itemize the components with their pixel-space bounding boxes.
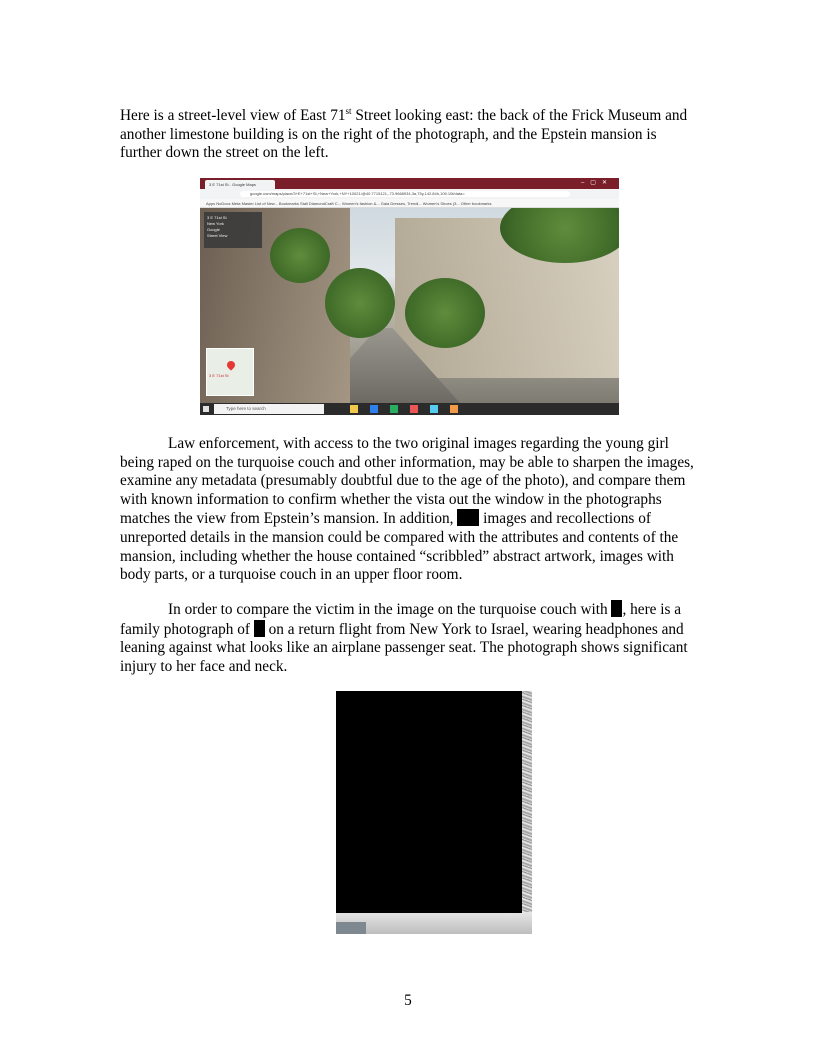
app-icon <box>390 405 398 413</box>
redaction-box <box>336 691 522 913</box>
panel-link: Street View <box>207 233 228 238</box>
redaction-box <box>254 620 265 637</box>
paragraph-victim-comparison <box>120 600 696 676</box>
redaction-box <box>457 509 479 526</box>
browser-tab: 3 E 71st St - Google Maps <box>205 180 275 189</box>
chrome-icon <box>450 405 458 413</box>
p3-text-c: on a return flight from New York to Israel, wearing headphones and leaning against what looks like an airplane passenger seat. The photograph shows significant injury to her face and neck. <box>120 620 688 675</box>
p2-text-a: Law enforcement, with access to the two original images regarding the young girl being raped on the turquoise couch and other information, may be able to sharpen the images, examine any metadata (presumably doubtful due to the age of the photo), and compare them with known information to confirm whether the vista out the window in the photographs matches the view from Epstein’s mansion. In addition, <box>120 435 694 528</box>
location-panel <box>204 212 262 248</box>
photo-edge <box>336 922 366 934</box>
windows-taskbar <box>200 403 619 415</box>
paragraph-law-enforcement <box>120 435 696 585</box>
folder-icon <box>350 405 358 413</box>
window-controls-icon: –▢✕ <box>580 180 613 186</box>
tree <box>405 278 485 348</box>
panel-source: Google <box>207 227 220 232</box>
p2-text-b: images and recollections of unreported details in the mansion could be compared with the attributes and contents of the mansion, including whether the house contained “scribbled” abstract artwork, images with body parts, or a turquoise couch in an upper floor room. <box>120 510 679 584</box>
p3-text-b: , here is a family photograph of <box>120 601 682 638</box>
app-icon <box>410 405 418 413</box>
street-view-screenshot <box>200 178 619 415</box>
browser-tab-bar <box>200 178 619 189</box>
street-view-image <box>200 208 619 403</box>
url-field: google.com/maps/place/3+E+71st+St,+New+York,+NY+10021/@40.7715121,-73.9668934,3a,75y,142.84h,109.10t/data= <box>240 191 570 197</box>
tree <box>325 268 395 338</box>
tree <box>270 228 330 283</box>
app-icon <box>430 405 438 413</box>
p1-text-b: Street looking east: the back of the Frick Museum and another limestone building is on the right of the photograph, and the Epstein mansion is further down the street on the left. <box>120 107 688 162</box>
p1-text-a: Here is a street-level view of East 71 <box>120 107 346 124</box>
app-icon <box>370 405 378 413</box>
map-pin-icon <box>225 359 236 370</box>
redaction-box <box>611 600 622 617</box>
redacted-family-photograph <box>336 691 532 934</box>
panel-title: 3 E 71st St <box>207 215 227 220</box>
taskbar-search: Type here to search <box>214 404 324 414</box>
address-bar <box>200 189 619 199</box>
paragraph-street-view-intro <box>120 107 696 163</box>
minimap <box>206 348 254 396</box>
p3-text-a: In order to compare the victim in the image on the turquoise couch with <box>168 601 612 618</box>
minimap-label: 3 E 71st St <box>209 373 229 378</box>
panel-subtitle: New York <box>207 221 224 226</box>
windows-start-icon <box>203 406 209 412</box>
bookmarks-bar: Apps NoDocs Meta Master List of New... Bookmarks Stall DiamondCraft C... Women's fashion &... Gala Dresses, Trendi... Women's Shoes (3... Other bookmarks <box>200 199 619 208</box>
page-number: 5 <box>404 992 412 1009</box>
p1-superscript: st <box>345 106 352 116</box>
